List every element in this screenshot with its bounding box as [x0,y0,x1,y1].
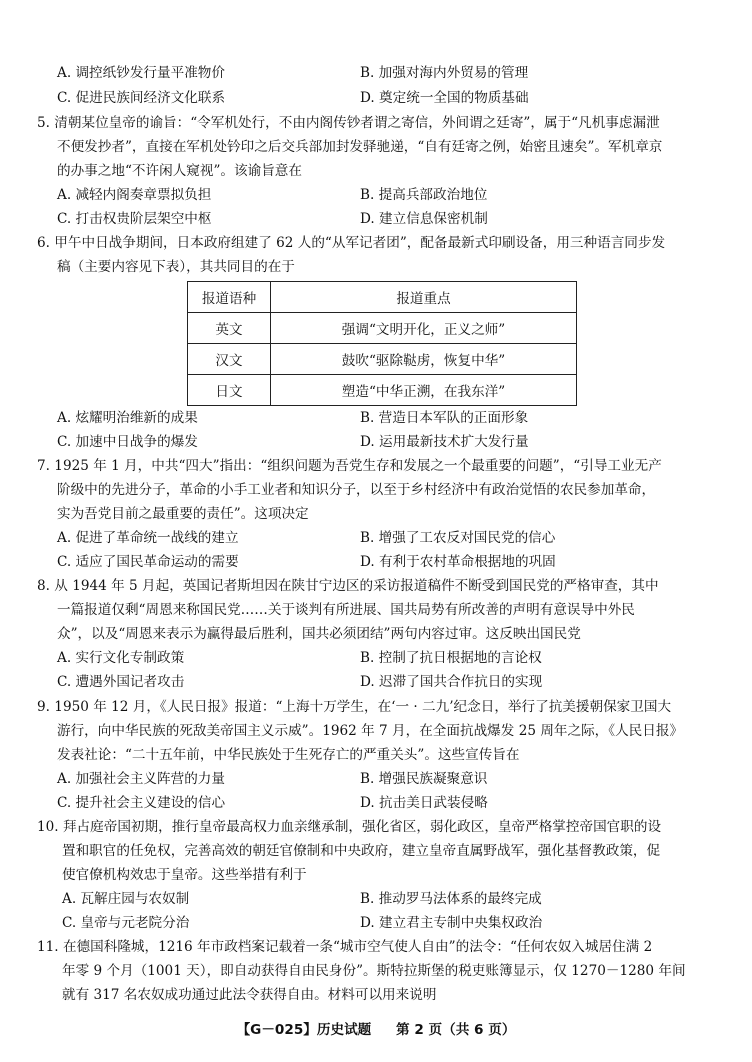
q9-option-d: D. 抗击美日武装侵略 [360,795,488,811]
page-footer [0,1018,752,1038]
q5-option-b: B. 提高兵部政治地位 [360,187,488,203]
q7-stem-line: 7. 1925 年 1 月，中共“四大”指出：“组织问题为吾党生存和发展之一个最重要的问题”，“引导工业无产 [37,458,662,474]
q6-option-c: C. 加速中日战争的爆发 [57,434,198,450]
table-cell: 英文 [188,313,271,344]
q9-stem-line: 发表社论：“二十五年前，中华民族处于生死存亡的严重关头”。这些宣传旨在 [57,747,520,763]
q4-option-a: A. 调控纸钞发行量平准物价 [57,65,225,81]
q4-option-b: B. 加强对海内外贸易的管理 [360,65,529,81]
q4-option-c: C. 促进民族间经济文化联系 [57,90,226,106]
q5-option-a: A. 减轻内阁奏章票拟负担 [57,187,212,203]
table-header: 报道重点 [271,282,577,313]
table-header: 报道语种 [188,282,271,313]
q7-stem-line: 实为吾党目前之最重要的责任”。这项决定 [57,506,309,522]
exam-code: 【G－025】历史试题 [236,1022,372,1038]
q7-option-c: C. 适应了国民革命运动的需要 [57,554,239,570]
q10-option-a: A. 瓦解庄园与农奴制 [62,891,190,907]
table-row [188,344,577,375]
table-cell: 鼓吹“驱除鞑虏，恢复中华” [271,344,577,375]
q9-stem-line: 9. 1950 年 12 月，《人民日报》报道：“上海十万学生，在‘一 · 二九’纪念日，举行了抗美援朝保家卫国大 [37,699,672,715]
table-cell: 强调“文明开化，正义之师” [271,313,577,344]
q6-stem-line: 6. 甲午中日战争期间，日本政府组建了 62 人的“从军记者团”，配备最新式印刷设备，用三种语言同步发 [37,235,666,251]
q6-option-a: A. 炫耀明治维新的成果 [57,410,198,426]
report-table [187,281,577,406]
table-cell: 日文 [188,375,271,406]
q8-option-d: D. 迟滞了国共合作抗日的实现 [360,674,543,690]
page-number: 第 2 页（共 6 页） [396,1022,516,1038]
q8-stem-line: 众”，以及“周恩来表示为赢得最后胜利，国共必须团结”两句内容过审。这反映出国民党 [57,626,581,642]
q10-option-b: B. 推动罗马法体系的最终完成 [360,891,542,907]
table-header-row [188,282,577,313]
q5-stem-line: 不便发抄者”，直接在军机处钤印之后交兵部加封发驿驰递，“自有廷寄之例，始密且速矣”。军机章京 [57,139,663,155]
q5-stem-line: 5. 清朝某位皇帝的谕旨：“令军机处行，不由内阁传钞者谓之寄信，外间谓之廷寄”，属于“凡机事虑漏泄 [37,115,660,131]
q9-option-b: B. 增强民族凝聚意识 [360,771,488,787]
q9-option-a: A. 加强社会主义阵营的力量 [57,771,225,787]
q8-option-c: C. 遭遇外国记者攻击 [57,674,185,690]
q11-stem-line: 11. 在德国科隆城，1216 年市政档案记载着一条“城市空气使人自由”的法令：“任何农奴入城居住满 2 [37,939,653,955]
q11-stem-line: 就有 317 名农奴成功通过此法令获得自由。材料可以用来说明 [62,987,437,1003]
q6-stem-line: 稿（主要内容见下表），其共同目的在于 [57,259,295,275]
q6-option-d: D. 运用最新技术扩大发行量 [360,434,529,450]
q8-option-b: B. 控制了抗日根据地的言论权 [360,650,542,666]
q9-stem-line: 游行，向中华民族的死敌美帝国主义示威”。1962 年 7 月，在全面抗战爆发 25 周年之际，《人民日报》 [57,723,684,739]
q7-option-d: D. 有利于农村革命根据地的巩固 [360,554,556,570]
q8-stem-line: 一篇报道仅剩“周恩来称国民党……关于谈判有所进展、国共局势有所改善的声明有意误导中外民 [57,602,635,618]
q10-option-c: C. 皇帝与元老院分治 [62,915,190,931]
table-cell: 汉文 [188,344,271,375]
q7-option-a: A. 促进了革命统一战线的建立 [57,530,239,546]
table-cell: 塑造“中华正溯，在我东洋” [271,375,577,406]
q10-stem-line: 置和职官的任免权，完善高效的朝廷官僚制和中央政府，建立皇帝直属野战军，强化基督教政策，促 [62,843,661,859]
q8-option-a: A. 实行文化专制政策 [57,650,185,666]
table-row [188,375,577,406]
q9-option-c: C. 提升社会主义建设的信心 [57,795,226,811]
q6-option-b: B. 营造日本军队的正面形象 [360,410,529,426]
q8-stem-line: 8. 从 1944 年 5 月起，英国记者斯坦因在陕甘宁边区的采访报道稿件不断受到国民党的严格审查，其中 [37,578,659,594]
q5-stem-line: 的办事之地“不许闲人窥视”。该谕旨意在 [57,163,302,179]
q7-option-b: B. 增强了工农反对国民党的信心 [360,530,556,546]
q7-stem-line: 阶级中的先进分子，革命的小手工业者和知识分子，以至于乡村经济中有政治觉悟的农民参加革命， [57,482,656,498]
q10-stem-line: 10. 拜占庭帝国初期，推行皇帝最高权力血亲继承制，强化省区，弱化政区，皇帝严格掌控帝国官职的设 [37,819,662,835]
q11-stem-line: 年零 9 个月（1001 天），即自动获得自由民身份”。斯特拉斯堡的税吏账簿显示，仅 1270－1280 年间 [62,963,686,979]
q5-option-d: D. 建立信息保密机制 [360,211,488,227]
q10-stem-line: 使官僚机构效忠于皇帝。这些举措有利于 [62,867,307,883]
q4-option-d: D. 奠定统一全国的物质基础 [360,90,529,106]
q10-option-d: D. 建立君主专制中央集权政治 [360,915,543,931]
table-row [188,313,577,344]
q5-option-c: C. 打击权贵阶层架空中枢 [57,211,212,227]
